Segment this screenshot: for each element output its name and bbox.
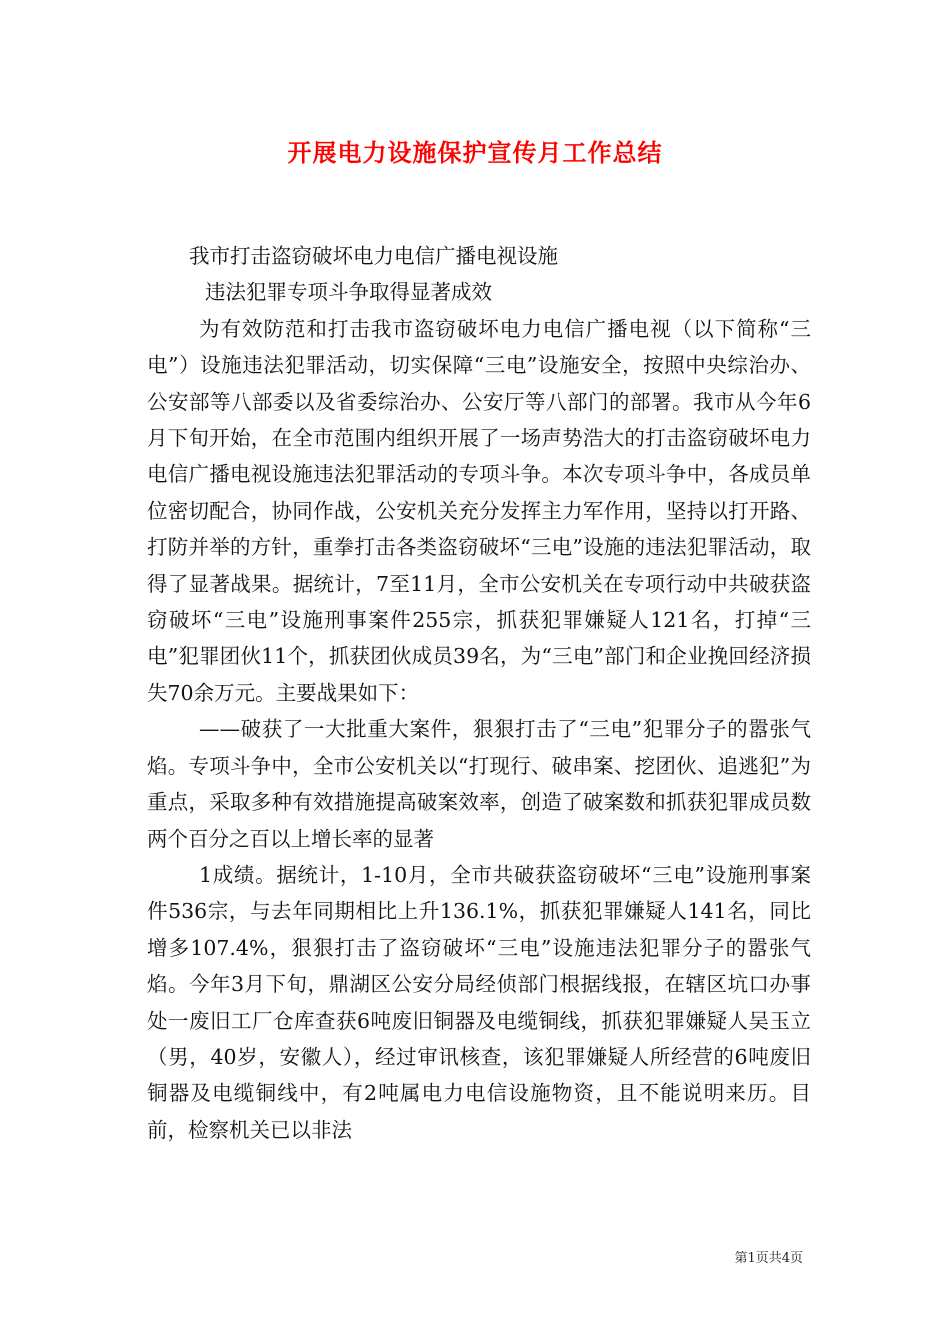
document-title: 开展电力设施保护宣传月工作总结: [287, 138, 663, 167]
body-paragraph-2: ——破获了一大批重大案件，狠狠打击了“三电”犯罪分子的嚣张气焰。专项斗争中，全市公安机关以“打现行、破串案、挖团伙、追逃犯”为重点，采取多种有效措施提高破案效率，创造了破案数和抓获犯罪成员数两个百分之百以上增长率的显著: [147, 717, 811, 851]
document-body: [147, 238, 811, 1148]
subheading-line-1: 我市打击盗窃破坏电力电信广播电视设施: [189, 244, 558, 268]
body-paragraph-3: 1成绩。据统计，1-10月，全市共破获盗窃破坏“三电”设施刑事案件536宗，与去年同期相比上升136.1%，抓获犯罪嫌疑人141名，同比增多107.4%，狠狠打击了盗窃破坏“三电”设施违法犯罪分子的嚣张气焰。今年3月下旬，鼎湖区公安分局经侦部门根据线报，在辖区坑口办事处一废旧工厂仓库查获6吨废旧铜器及电缆铜线，抓获犯罪嫌疑人吴玉立（男，40岁，安徽人），经过审讯核查，该犯罪嫌疑人所经营的6吨废旧铜器及电缆铜线中，有2吨属电力电信设施物资，且不能说明来历。目前，检察机关已以非法: [147, 862, 811, 1142]
page-number-footer: 第1页共4页: [734, 1251, 803, 1266]
subheading-line-2: 违法犯罪专项斗争取得显著成效: [205, 280, 492, 305]
body-paragraph-1: 为有效防范和打击我市盗窃破坏电力电信广播电视（以下简称“三电”）设施违法犯罪活动，切实保障“三电”设施安全，按照中央综治办、公安部等八部委以及省委综治办、公安厅等八部门的部署。我市从今年6月下旬开始，在全市范围内组织开展了一场声势浩大的打击盗窃破坏电力电信广播电视设施违法犯罪活动的专项斗争。本次专项斗争中，各成员单位密切配合，协同作战，公安机关充分发挥主力军作用，坚持以打开路、打防并举的方针，重拳打击各类盗窃破坏“三电”设施的违法犯罪活动，取得了显著战果。据统计，7至11月，全市公安机关在专项行动中共破获盗窃破坏“三电”设施刑事案件255宗，抓获犯罪嫌疑人121名，打掉“三电”犯罪团伙11个，抓获团伙成员39名，为“三电”部门和企业挽回经济损失70余万元。主要战果如下：: [147, 316, 811, 705]
